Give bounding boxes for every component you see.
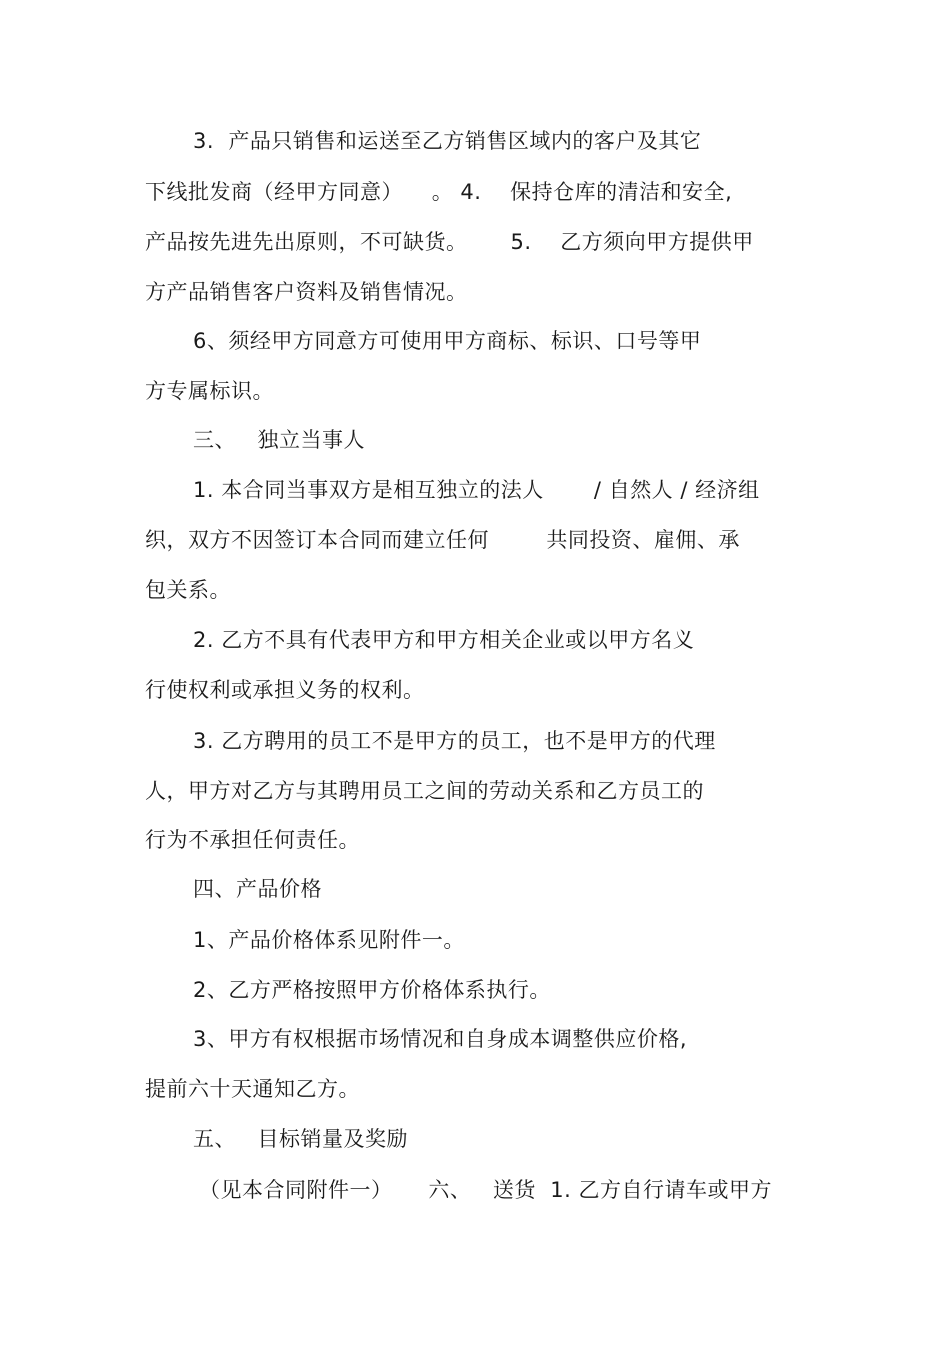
text-line: 2、乙方严格按照甲方价格体系执行。 (193, 978, 551, 1002)
text-line: 3、甲方有权根据市场情况和自身成本调整供应价格, (193, 1027, 688, 1051)
text-line: 1、产品价格体系见附件一。 (193, 928, 465, 952)
text-line: 下线批发商（经甲方同意） 。 4. 保持仓库的清洁和安全, (145, 180, 733, 204)
text-line: （见本合同附件一） 六、 送货 1. 乙方自行请车或甲方 (199, 1178, 772, 1202)
text-line: 6、须经甲方同意方可使用甲方商标、标识、口号等甲 (193, 329, 702, 353)
text-line: 1. 本合同当事双方是相互独立的法人 / 自然人 / 经济组 (193, 478, 760, 502)
text-line: 2. 乙方不具有代表甲方和甲方相关企业或以甲方名义 (193, 628, 695, 652)
text-line: 3. 乙方聘用的员工不是甲方的员工，也不是甲方的代理 (193, 729, 716, 753)
text-line: 提前六十天通知乙方。 (145, 1077, 360, 1101)
text-line: 织，双方不因签订本合同而建立任何 共同投资、雇佣、承 (145, 528, 740, 552)
text-line: 人，甲方对乙方与其聘用员工之间的劳动关系和乙方员工的 (145, 779, 704, 803)
text-line: 3. 产品只销售和运送至乙方销售区域内的客户及其它 (193, 129, 702, 153)
text-line: 方专属标识。 (145, 379, 274, 403)
section-heading: 五、 目标销量及奖励 (193, 1127, 409, 1151)
text-line: 行使权利或承担义务的权利。 (145, 678, 425, 702)
text-line: 产品按先进先出原则，不可缺货。 5. 乙方须向甲方提供甲 (145, 230, 754, 254)
section-heading: 四、产品价格 (193, 877, 322, 901)
text-line: 方产品销售客户资料及销售情况。 (145, 280, 468, 304)
section-heading: 三、 独立当事人 (193, 428, 366, 452)
text-line: 行为不承担任何责任。 (145, 828, 360, 852)
text-line: 包关系。 (145, 578, 231, 602)
